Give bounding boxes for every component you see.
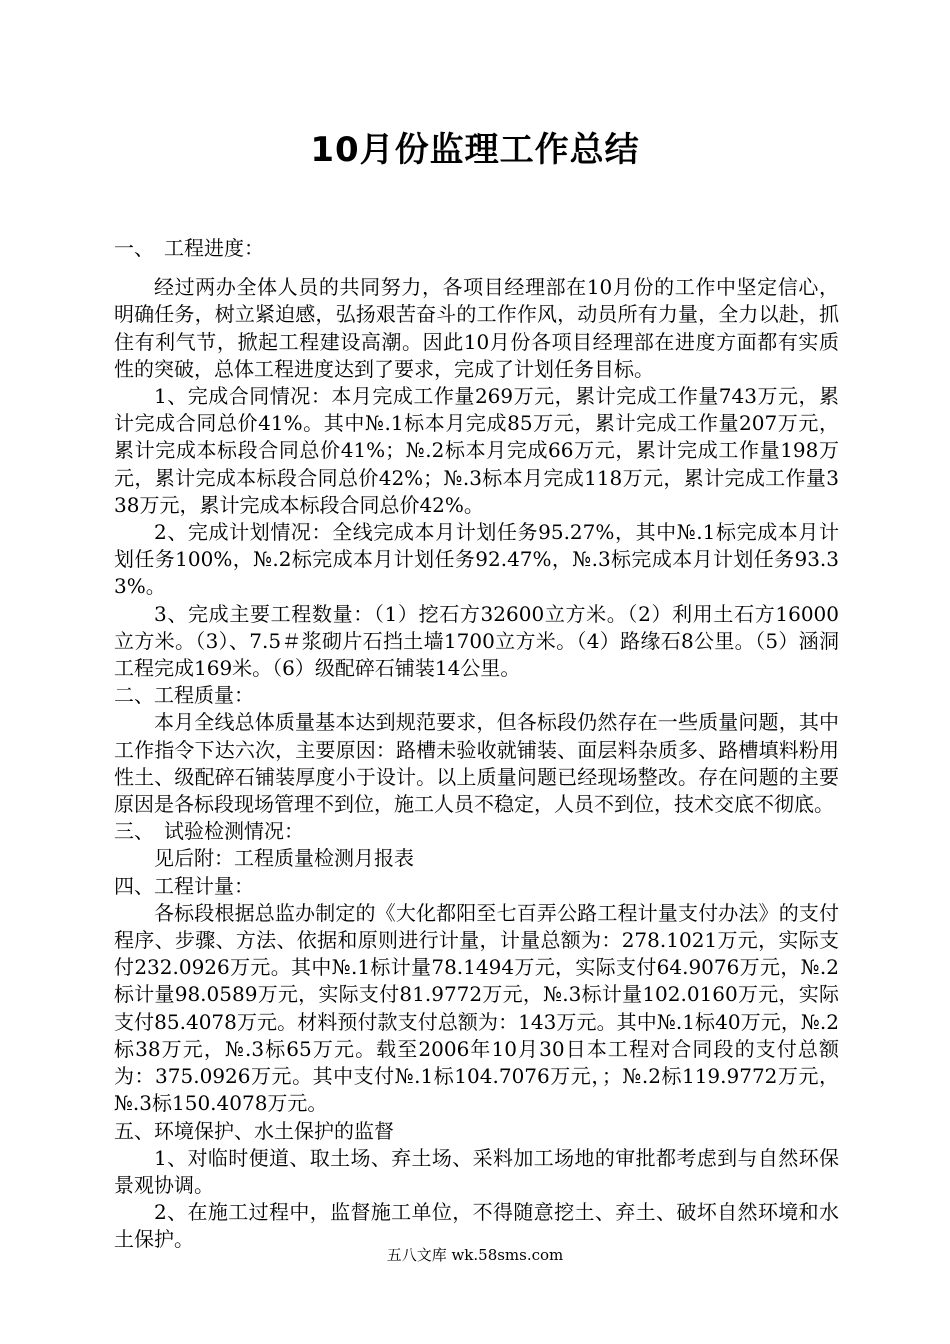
section-heading-quality: 二、工程质量： [114, 683, 254, 708]
paragraph-testing: 见后附：工程质量检测月报表 [154, 846, 414, 871]
section-heading-testing: 三、 试验检测情况： [114, 819, 304, 844]
paragraph-contract-completion: 1、完成合同情况：本月完成工作量269万元，累计完成工作量743万元，累计完成合同总价41%。其中№.1标本月完成85万元，累计完成工作量207万元，累计完成本标段合同总价41%；№.2标本月完成66万元，累计完成工作量198万元，累计完成本标段合同总价42%；№.3标本月完成118万元，累计完成工作量338万元，累计完成本标段合同总价42%。 [114, 384, 839, 517]
paragraph-progress-intro: 经过两办全体人员的共同努力，各项目经理部在10月份的工作中坚定信心，明确任务，树立紧迫感，弘扬艰苦奋斗的工作作风，动员所有力量，全力以赴，抓住有利气节，掀起工程建设高潮。因此10月份各项目经理部在进度方面都有实质性的突破，总体工程进度达到了要求，完成了计划任务目标。 [114, 275, 839, 381]
section-heading-progress: 一、 工程进度： [114, 236, 264, 260]
paragraph-quality: 本月全线总体质量基本达到规范要求，但各标段仍然存在一些质量问题，其中工作指令下达六次，主要原因：路槽未验收就铺装、面层料杂质多、路槽填料粉用性土、级配碎石铺装厚度小于设计。以上质量问题已经现场整改。存在问题的主要原因是各标段现场管理不到位，施工人员不稳定，人员不到位，技术交底不彻底。 [114, 710, 839, 817]
footer-watermark: 五八文库 wk.58sms.com [386, 1246, 564, 1264]
section-heading-environment: 五、环境保护、水土保护的监督 [114, 1118, 394, 1143]
paragraph-measurement: 各标段根据总监办制定的《大化都阳至七百弄公路工程计量支付办法》的支付程序、步骤、方法、依据和原则进行计量，计量总额为：278.1021万元，实际支付232.0926万元。其中№.1标计量78.1494万元，实际支付64.9076万元，№.2标计量98.0589万元，实际支付81.9772万元，№.3标计量102.0160万元，实际支付85.4078万元。材料预付款支付总额为：143万元。其中№.1标40万元，№.2标38万元，№.3标65万元。载至2006年10月30日本工程对合同段的支付总额为：375.0926万元。其中支付№.1标104.7076万元，；№.2标119.9772万元，№.3标150.4078万元。 [114, 900, 839, 1116]
paragraph-environment-1: 1、对临时便道、取土场、弃土场、采料加工场地的审批都考虑到与自然环保景观协调。 [114, 1145, 839, 1197]
paragraph-environment-2: 2、在施工过程中，监督施工单位，不得随意挖土、弃土、破坏自然环境和水土保护。 [114, 1200, 839, 1252]
page-title: 10月份监理工作总结 [310, 130, 640, 170]
paragraph-plan-completion: 2、完成计划情况：全线完成本月计划任务95.27%，其中№.1标完成本月计划任务100%，№.2标完成本月计划任务92.47%，№.3标完成本月计划任务93.33%。 [114, 520, 839, 599]
document-body [114, 235, 839, 1254]
paragraph-main-quantities: 3、完成主要工程数量：（1）挖石方32600立方米。（2）利用土石方16000立方米。（3）、7.5＃浆砌片石挡土墙1700立方米。（4）路缘石8公里。（5）涵洞工程完成169米。（6）级配碎石铺装14公里。 [114, 601, 839, 681]
section-heading-measurement: 四、工程计量： [114, 873, 254, 898]
